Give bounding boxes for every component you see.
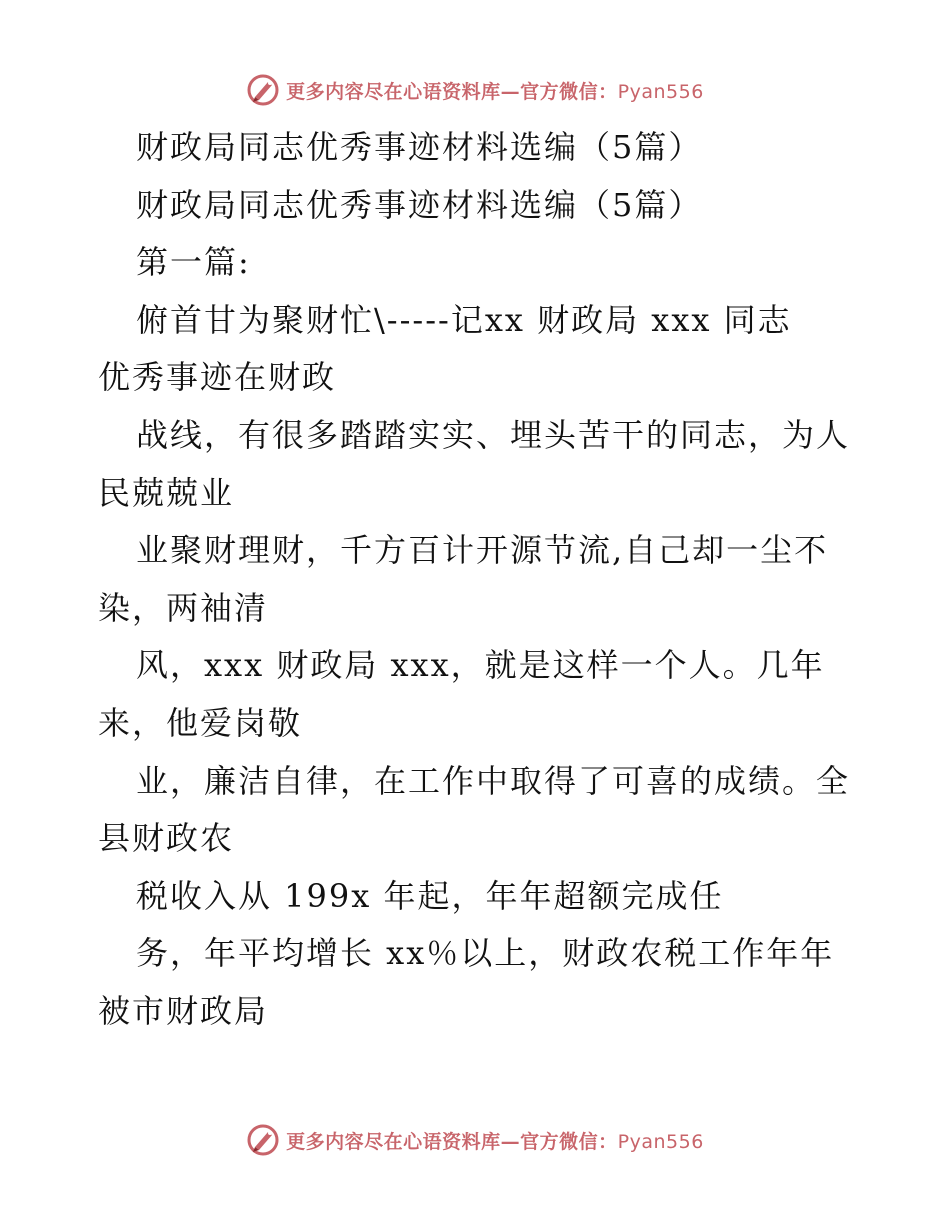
wechat-handle: Pyan556: [617, 80, 704, 103]
paragraph-line: 业聚财理财，千方百计开源节流,自己却一尘不: [136, 531, 829, 570]
pen-logo-icon: [246, 1123, 280, 1157]
paragraph-line: 务，年平均增长 xx％以上，财政农税工作年年: [136, 934, 835, 973]
footer-banner-text: 更多内容尽在心语资料库—官方微信：Pyan556: [286, 1130, 704, 1153]
paragraph-line: 俯首甘为聚财忙\-----记xx 财政局 xxx 同志: [136, 300, 792, 339]
section-heading: 第一篇:: [136, 243, 251, 282]
header-banner: [0, 70, 950, 110]
paragraph-line: 优秀事迹在财政: [98, 358, 337, 397]
pen-logo-icon: [246, 73, 280, 107]
wechat-handle: Pyan556: [617, 1130, 704, 1153]
header-banner-text: 更多内容尽在心语资料库—官方微信：Pyan556: [286, 80, 704, 103]
paragraph-line: 被市财政局: [98, 991, 269, 1030]
paragraph-line: 县财政农: [98, 819, 235, 858]
paragraph-line: 染，两袖清: [98, 588, 269, 627]
doc-title: 财政局同志优秀事迹材料选编（5篇）: [136, 128, 703, 166]
document-body: [98, 119, 858, 1041]
paragraph-line: 战线，有很多踏踏实实、埋头苦干的同志，为人: [136, 415, 851, 454]
footer-banner: [0, 1120, 950, 1160]
paragraph-line: 来，他爱岗敬: [98, 703, 303, 742]
paragraph-line: 风，xxx 财政局 xxx，就是这样一个人。几年: [136, 646, 825, 685]
paragraph-line: 业，廉洁自律，在工作中取得了可喜的成绩。全: [136, 761, 851, 800]
paragraph-line: 税收入从 199x 年起，年年超额完成任: [136, 876, 724, 915]
paragraph-line: 民兢兢业: [98, 473, 235, 512]
doc-title-repeat: 财政局同志优秀事迹材料选编（5篇）: [136, 185, 703, 224]
